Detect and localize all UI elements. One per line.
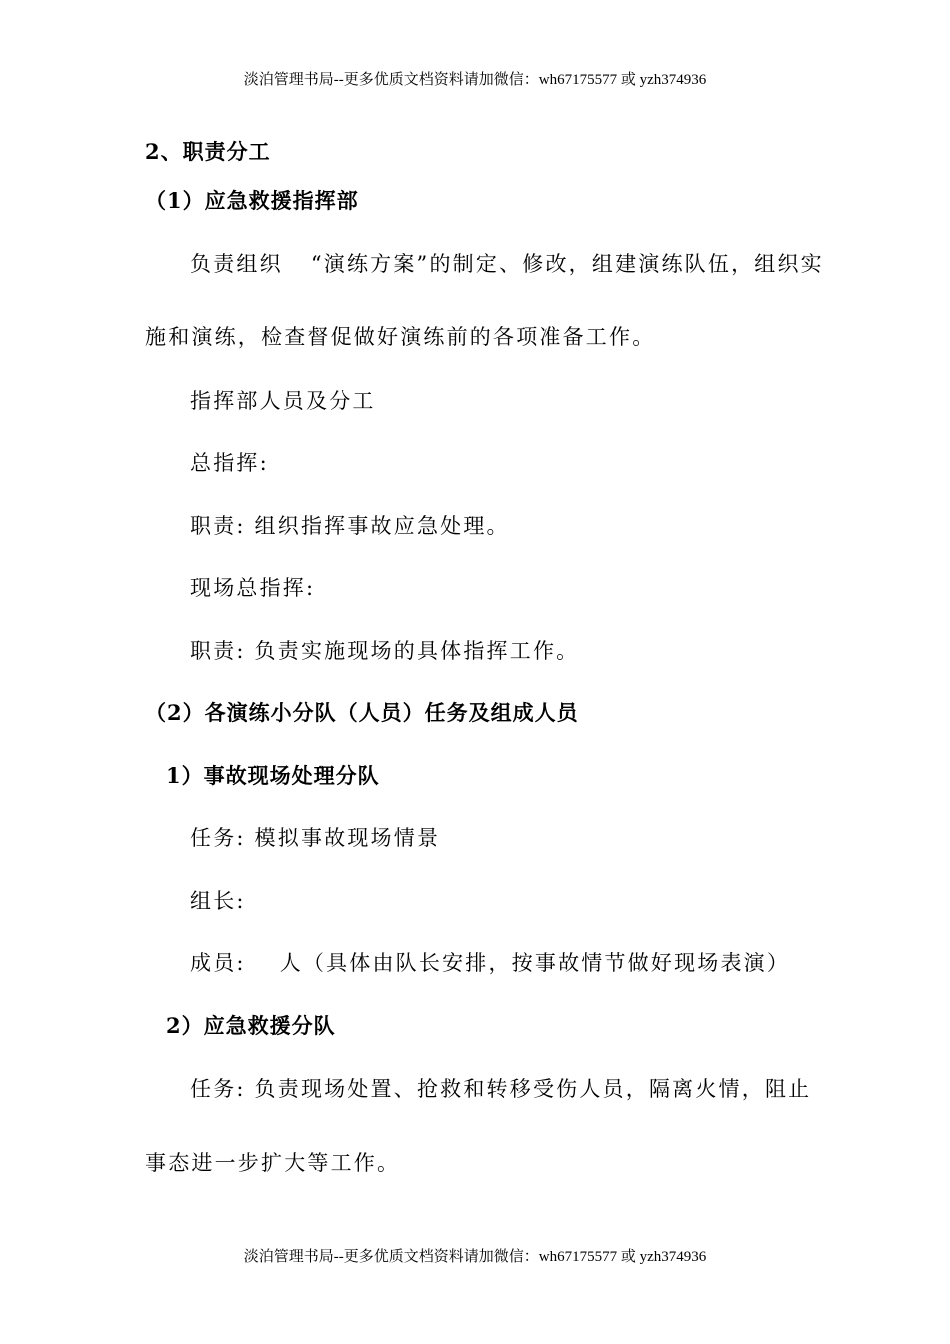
section-title: 2、职责分工 — [145, 139, 271, 164]
personnel-heading: 指挥部人员及分工 — [190, 389, 376, 413]
team1-title: 1）事故现场处理分队 — [166, 763, 380, 788]
subsection-title-teams: （2）各演练小分队（人员）任务及组成人员 — [145, 700, 579, 725]
team1-leader: 组长: — [190, 889, 246, 913]
team1-task: 任务: 模拟事故现场情景 — [190, 826, 441, 850]
members-label: 成员: — [190, 951, 246, 975]
paragraph-text: “演练方案”的制定、修改，组建演练队伍，组织实 — [310, 252, 824, 276]
paragraph-text: 负责组织 — [190, 252, 283, 276]
commander-duty: 职责: 组织指挥事故应急处理。 — [190, 514, 510, 538]
team2-title: 2）应急救援分队 — [166, 1013, 336, 1038]
members-text: 人（具体由队长安排，按事故情节做好现场表演） — [279, 951, 791, 975]
team1-members — [190, 951, 790, 975]
paragraph-command-duty-line2: 施和演练，检查督促做好演练前的各项准备工作。 — [145, 325, 656, 349]
team2-task-line2: 事态进一步扩大等工作。 — [145, 1151, 401, 1175]
field-commander-duty: 职责: 负责实施现场的具体指挥工作。 — [190, 639, 580, 663]
subsection-title-command: （1）应急救援指挥部 — [145, 188, 359, 213]
page-header: 淡泊管理书局--更多优质文档资料请加微信：wh67175577 或 yzh374936 — [243, 72, 707, 88]
commander-label: 总指挥: — [190, 451, 269, 475]
page-footer: 淡泊管理书局--更多优质文档资料请加微信：wh67175577 或 yzh374936 — [243, 1249, 707, 1265]
paragraph-command-duty-line1 — [190, 252, 824, 276]
team2-task-line1: 任务: 负责现场处置、抢救和转移受伤人员，隔离火情，阻止 — [190, 1077, 812, 1101]
field-commander-label: 现场总指挥: — [190, 576, 316, 600]
